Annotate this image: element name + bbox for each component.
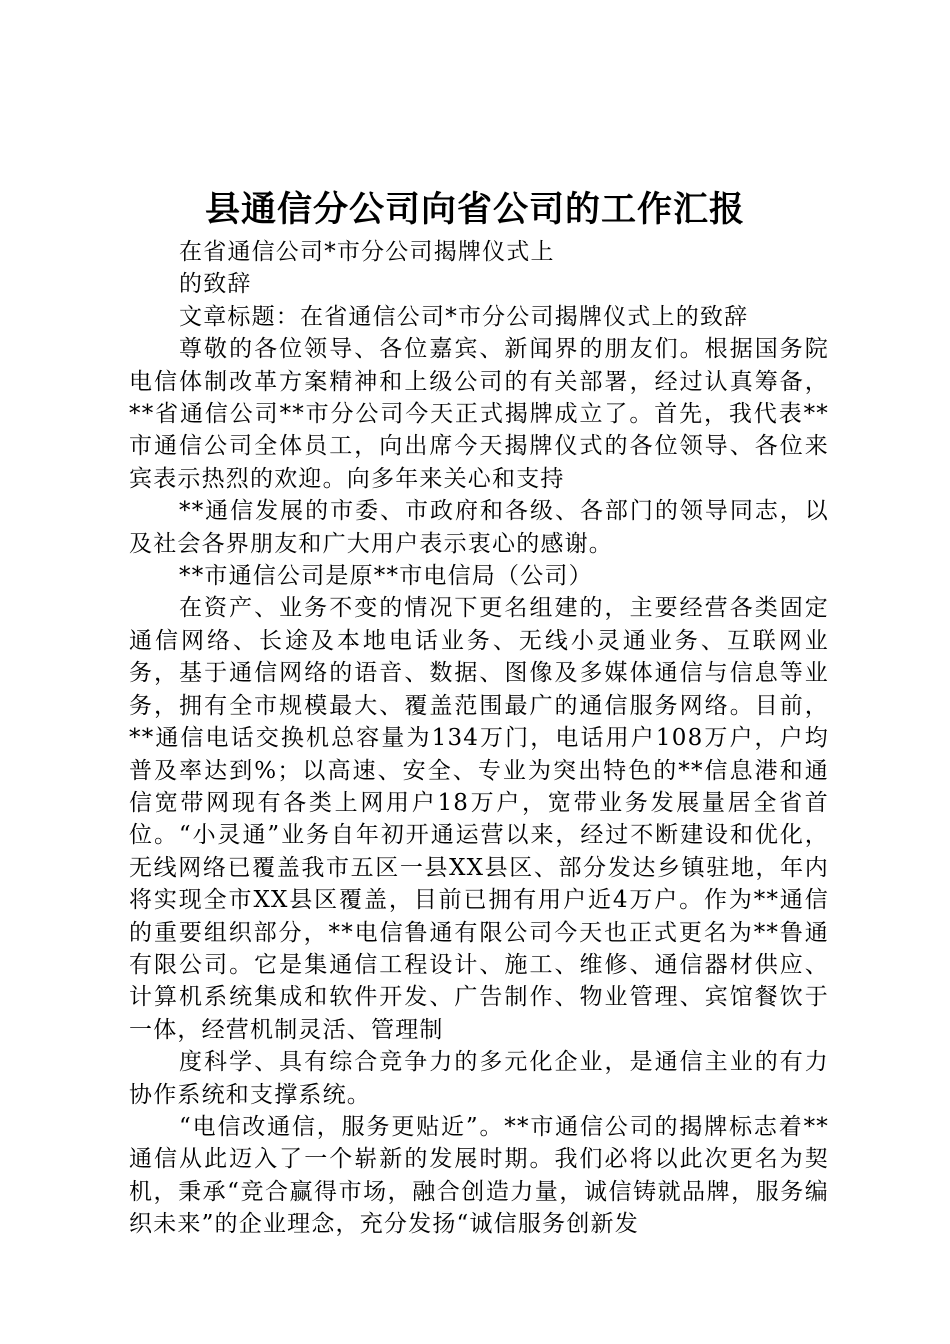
body-paragraph: **通信发展的市委、市政府和各级、各部门的领导同志，以及社会各界朋友和广大用户表示衷心的感谢。: [129, 498, 829, 557]
body-paragraph: 在省通信公司*市分公司揭牌仪式上: [179, 239, 555, 265]
body-paragraph: 的致辞: [179, 271, 252, 298]
body-paragraph: 度科学、具有综合竞争力的多元化企业，是通信主业的有力协作系统和支撑系统。: [129, 1049, 829, 1108]
document-title: 县通信分公司向省公司的工作汇报: [204, 190, 745, 230]
body-paragraph: “电信改通信，服务更贴近”。**市通信公司的揭牌标志着**通信从此迈入了一个崭新的发展时期。我们必将以此次更名为契机，秉承“竞合赢得市场，融合创造力量，诚信铸就品牌，服务编织未来”的企业理念，充分发扬“诚信服务创新发: [129, 1113, 829, 1238]
body-paragraph: 文章标题：在省通信公司*市分公司揭牌仪式上的致辞: [179, 303, 749, 330]
document-body: [129, 236, 829, 1241]
body-paragraph: 在资产、业务不变的情况下更名组建的，主要经营各类固定通信网络、长途及本地电话业务、无线小灵通业务、互联网业务，基于通信网络的语音、数据、图像及多媒体通信与信息等业务，拥有全市规模最大、覆盖范围最广的通信服务网络。目前，**通信电话交换机总容量为134万门，电话用户108万户，户均普及率达到%；以高速、安全、专业为突出特色的**信息港和通信宽带网现有各类上网用户18万户，宽带业务发展量居全省首位。“小灵通”业务自年初开通运营以来，经过不断建设和优化，无线网络已覆盖我市五区一县XX县区、部分发达乡镇驻地，年内将实现全市XX县区覆盖，目前已拥有用户近4万户。作为**通信的重要组织部分，**电信鲁通有限公司今天也正式更名为**鲁通有限公司。它是集通信工程设计、施工、维修、通信器材供应、计算机系统集成和软件开发、广告制作、物业管理、宾馆餐饮于一体，经营机制灵活、管理制: [129, 595, 829, 1043]
body-paragraph: 尊敬的各位领导、各位嘉宾、新闻界的朋友们。根据国务院电信体制改革方案精神和上级公司的有关部署，经过认真筹备，**省通信公司**市分公司今天正式揭牌成立了。首先，我代表**市通信公司全体员工，向出席今天揭牌仪式的各位领导、各位来宾表示热烈的欢迎。向多年来关心和支持: [129, 336, 829, 492]
body-paragraph: **市通信公司是原**市电信局（公司）: [179, 563, 593, 590]
